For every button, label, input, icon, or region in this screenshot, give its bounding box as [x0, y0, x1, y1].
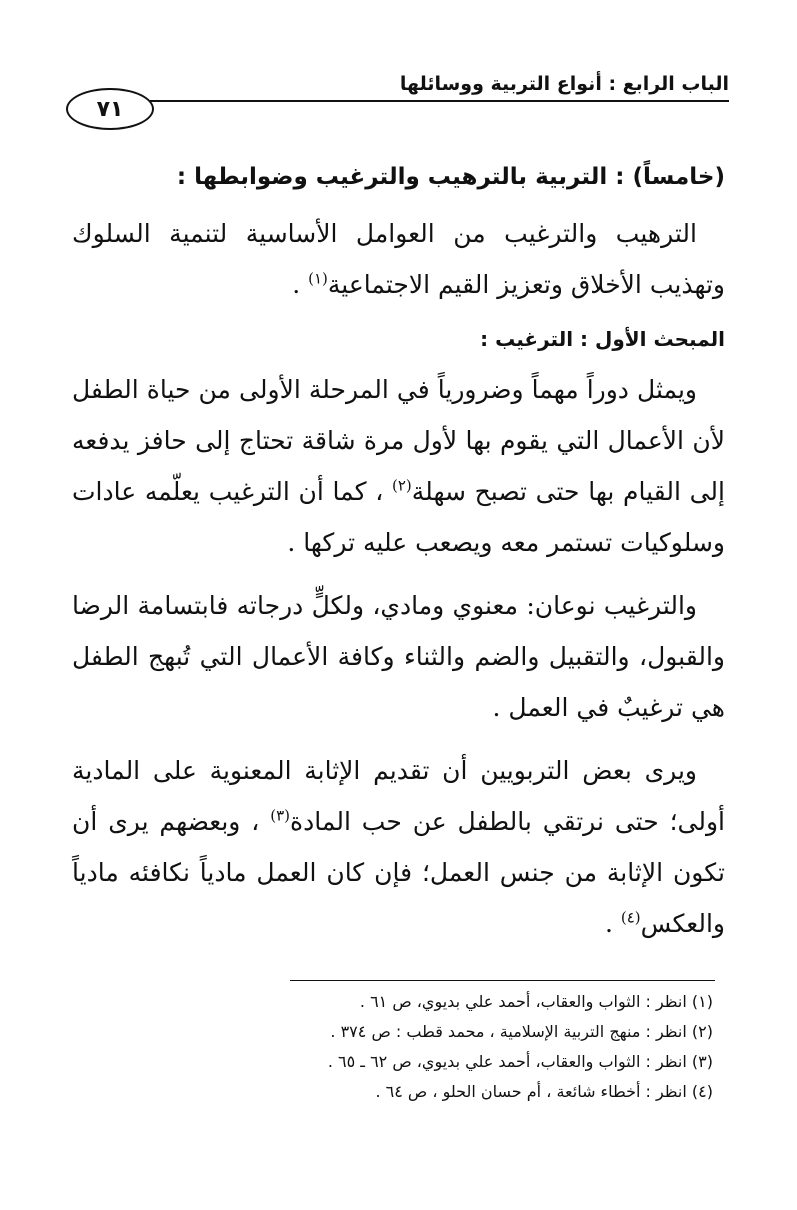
paragraph-2-text-b: ، كما أن الترغيب يعلّمه عادات وسلوكيات تستمر معه ويصعب عليه تركها . — [72, 477, 725, 557]
paragraph-4-text-a: ويرى بعض التربويين أن تقديم الإثابة المعنوية على المادية أولى؛ حتى نرتقي بالطفل عن حب المادة — [72, 756, 725, 836]
paragraph-3-text: والترغيب نوعان: معنوي ومادي، ولكلٍّ درجاته فابتسامة الرضا والقبول، والتقبيل والضم والثناء وكافة الأعمال التي تُبهج الطفل هي ترغيبٌ في العمل . — [72, 591, 725, 722]
paragraph-4-end: . — [604, 909, 621, 938]
footnote-ref-3: (٣) — [270, 806, 291, 825]
paragraph-1-end: . — [292, 270, 309, 299]
paragraph-2-text-a: ويمثل دوراً مهماً وضرورياً في المرحلة الأولى من حياة الطفل لأن الأعمال التي يقوم بها لأول مرة شاقة تحتاج إلى حافز يدفعه إلى القيام بها حتى تصبح سهلة — [72, 375, 725, 506]
paragraph-2 — [72, 364, 725, 568]
paragraph-4 — [72, 745, 725, 949]
footnote-ref-2: (٢) — [392, 476, 412, 495]
footnote-1: (١) انظر : الثواب والعقاب، أحمد علي بديوي، ص ٦١ . — [359, 992, 713, 1011]
main-content — [72, 160, 725, 961]
footnote-ref-1: (١) — [308, 269, 328, 288]
page-number-badge — [66, 88, 154, 130]
paragraph-3 — [72, 580, 725, 733]
footnote-4: (٤) انظر : أخطاء شائعة ، أم حسان الحلو ، ص ٦٤ . — [375, 1082, 713, 1101]
header-rule — [150, 100, 729, 102]
page-number: ٧١ — [96, 96, 124, 122]
section-heading: (خامساً) : التربية بالترهيب والترغيب وضوابطها : — [176, 164, 725, 190]
paragraph-1-text: الترهيب والترغيب من العوامل الأساسية لتنمية السلوك وتهذيب الأخلاق وتعزيز القيم الاجتماعية — [72, 219, 725, 299]
footnote-3: (٣) انظر : الثواب والعقاب، أحمد علي بديوي، ص ٦٢ ـ ٦٥ . — [327, 1052, 713, 1071]
subheading-targheeb: المبحث الأول : الترغيب : — [480, 327, 725, 351]
footnotes — [72, 985, 713, 1109]
running-header-title: الباب الرابع : أنواع التربية ووسائلها — [399, 73, 729, 95]
footnote-2: (٢) انظر : منهج التربية الإسلامية ، محمد قطب : ص ٣٧٤ . — [330, 1022, 713, 1041]
footnote-divider — [290, 980, 715, 981]
footnote-ref-4: (٤) — [620, 908, 641, 927]
paragraph-1 — [72, 208, 725, 310]
paragraph-4-text-b: ، وبعضهم يرى أن تكون الإثابة من جنس العمل؛ فإن كان العمل مادياً نكافئه مادياً والعكس — [72, 807, 725, 938]
